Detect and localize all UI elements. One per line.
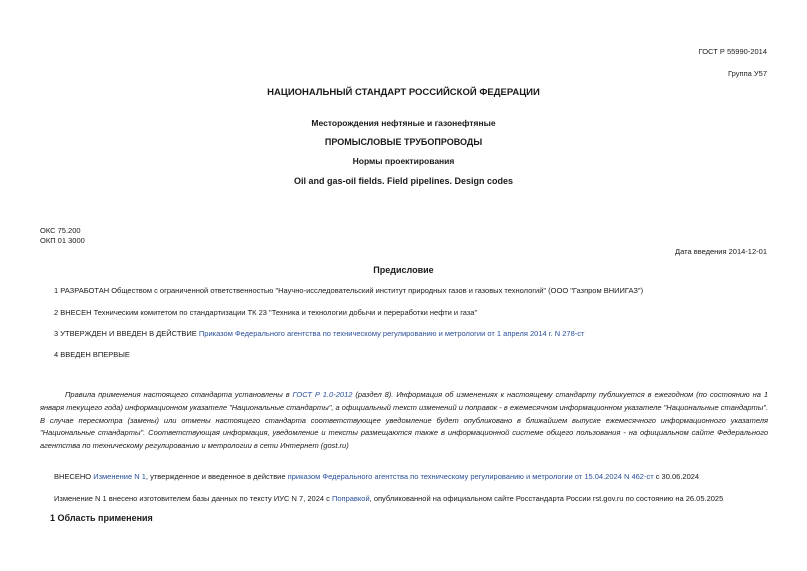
group-code: Группа У57 <box>728 69 767 78</box>
fields-title: Месторождения нефтяные и газонефтяные <box>311 118 496 128</box>
change-note-line <box>54 494 723 503</box>
change-1-link[interactable]: Изменение N 1 <box>93 472 146 481</box>
preface-title: Предисловие <box>373 265 434 275</box>
preface-item-1: 1 РАЗРАБОТАН Обществом с ограниченной ответственностью "Научно-исследовательский институт природных газов и газовых технологий" (ООО "Газпром ВНИИГАЗ") <box>54 286 644 295</box>
preface-item-3 <box>54 329 584 338</box>
rules-text-2: (раздел 8). Информация об изменениях к настоящему стандарту публикуется в ежегодном (по состоянию на 1 января текущего года) информационном указателе "Национальные стандарты", а официальный текст изменений и поправок - в ежемесячном информационном указателе "Национальные стандарты". В случае пересмотра (замены) или отмены настоящего стандарта соответствующее уведомление будет опубликовано в ближайшем выпуске ежемесячного информационного указателя "Национальные стандарты". Соответствующая информация, уведомление и тексты размещаются также в информационной системе общего пользования - на официальном сайте Федерального агентства по техническому регулированию и метрологии в сети Интернет (gost.ru) <box>40 390 769 451</box>
amendment-prefix: ВНЕСЕНО <box>54 472 94 481</box>
gost-number: ГОСТ Р 55990-2014 <box>698 47 767 56</box>
national-standard-title: НАЦИОНАЛЬНЫЙ СТАНДАРТ РОССИЙСКОЙ ФЕДЕРАЦИИ <box>267 87 540 98</box>
intro-date: Дата введения 2014-12-01 <box>675 247 767 256</box>
amendment-line <box>54 472 699 481</box>
amendment-suffix: с 30.06.2024 <box>653 472 700 481</box>
preface-item-2: 2 ВНЕСЕН Техническим комитетом по стандартизации ТК 23 "Техника и технологии добычи и переработки нефти и газа" <box>54 308 478 317</box>
change-note-prefix: Изменение N 1 внесено изготовителем базы данных по тексту ИУС N 7, 2024 с <box>54 494 332 503</box>
change-note-suffix: , опубликованной на официальном сайте Росстандарта России rst.gov.ru по состоянию на 26.05.2025 <box>369 494 724 503</box>
rules-paragraph <box>40 389 768 453</box>
rules-text-1: Правила применения настоящего стандарта установлены в <box>65 390 293 399</box>
order-278-link[interactable]: Приказом Федерального агентства по техническому регулированию и метрологии от 1 апреля 2014 г. N 278-ст <box>198 329 585 338</box>
okp-code: ОКП 01 3000 <box>40 236 85 245</box>
gost-r-1-0-link[interactable]: ГОСТ Р 1.0-2012 <box>292 390 353 399</box>
oks-code: ОКС 75.200 <box>40 226 81 235</box>
section-1-title: 1 Область применения <box>50 513 153 523</box>
correction-link[interactable]: Поправкой <box>331 494 370 503</box>
amendment-middle: , утвержденное и введенное в действие <box>145 472 288 481</box>
order-462-link[interactable]: приказом Федерального агентства по техническому регулированию и метрологии от 15.04.2024 N 462-ст <box>287 472 654 481</box>
english-title: Oil and gas-oil fields. Field pipelines. Design codes <box>293 176 514 186</box>
preface-item-4: 4 ВВЕДЕН ВПЕРВЫЕ <box>54 350 130 359</box>
norms-title: Нормы проектирования <box>352 156 455 166</box>
pipelines-title: ПРОМЫСЛОВЫЕ ТРУБОПРОВОДЫ <box>324 137 483 147</box>
preface-item-3-text: 3 УТВЕРЖДЕН И ВВЕДЕН В ДЕЙСТВИЕ <box>54 329 199 338</box>
